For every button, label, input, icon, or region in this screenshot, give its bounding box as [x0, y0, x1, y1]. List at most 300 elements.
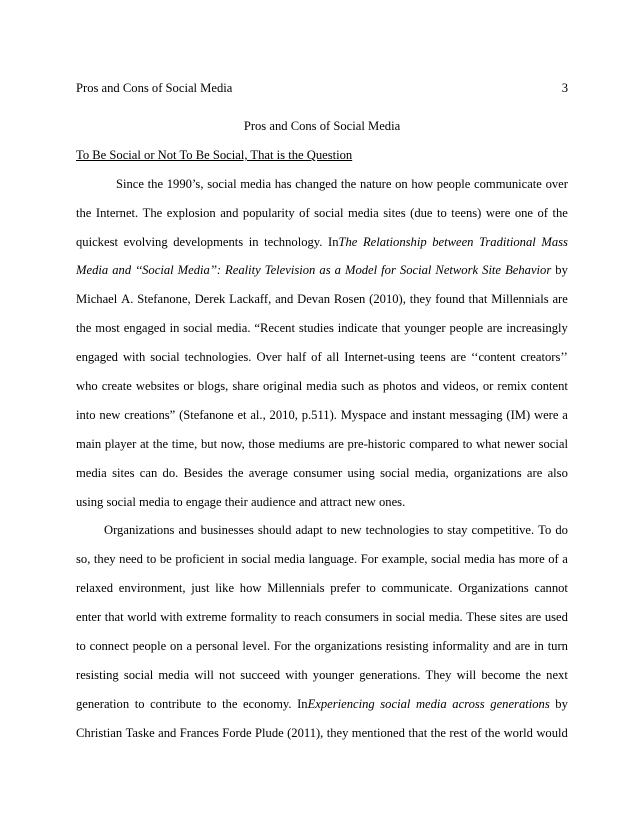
running-head-title: Pros and Cons of Social Media — [76, 81, 233, 95]
body-word: their — [224, 494, 248, 509]
body-word: of — [537, 205, 548, 220]
body-word: blogs, — [197, 379, 229, 394]
body-word: used — [544, 610, 568, 625]
body-word: original — [263, 379, 303, 394]
body-word: Besides — [183, 465, 223, 480]
body-line — [76, 516, 568, 545]
body-word: more — [518, 552, 545, 567]
body-word: increasingly — [506, 321, 568, 336]
body-word: should — [257, 523, 292, 538]
body-word: using — [347, 465, 375, 480]
body-word: and — [220, 205, 239, 220]
body-word: cannot — [534, 581, 568, 596]
body-word: and — [275, 292, 294, 307]
body-word: over — [545, 176, 568, 191]
body-word: The — [142, 205, 163, 220]
body-word: those — [248, 436, 275, 451]
body-word: enter — [76, 610, 102, 625]
body-word: that — [408, 725, 428, 740]
body-word: Social — [399, 263, 432, 278]
body-word: social — [241, 552, 271, 567]
body-word: Christian — [76, 725, 123, 740]
body-word: connect — [89, 639, 129, 654]
body-word: For — [360, 552, 379, 567]
body-word: mentioned — [351, 725, 405, 740]
body-word: social — [106, 494, 136, 509]
body-word: media — [464, 552, 495, 567]
body-word: turn — [547, 639, 568, 654]
body-word: the — [152, 436, 169, 451]
body-word: of — [470, 725, 482, 740]
body-word: are — [552, 292, 568, 307]
body-word: into — [76, 407, 96, 422]
body-word: Over — [256, 350, 282, 365]
body-word: To — [538, 523, 552, 538]
body-line — [76, 545, 568, 574]
body-word: or — [482, 379, 494, 394]
body-word: a — [334, 263, 341, 278]
body-word: most — [95, 321, 120, 336]
body-word: media — [240, 176, 272, 191]
body-line — [76, 170, 568, 199]
body-word: found — [435, 292, 465, 307]
body-word: compared — [409, 436, 459, 451]
body-word: studies — [298, 321, 334, 336]
body-word: Frances — [179, 725, 219, 740]
body-word: creators’’ — [520, 350, 568, 365]
body-line — [76, 199, 568, 228]
body-line — [76, 574, 568, 603]
body-word: economy. — [243, 696, 292, 711]
body-word: also — [547, 465, 568, 480]
body-word: communicate — [474, 176, 542, 191]
document-body — [76, 112, 568, 748]
body-word: using — [76, 494, 104, 509]
body-word: to — [206, 696, 217, 711]
body-word: that — [104, 610, 124, 625]
body-word: instant — [412, 407, 446, 422]
running-head — [76, 80, 568, 96]
body-word: to — [326, 523, 337, 538]
body-word: by — [555, 696, 568, 711]
body-word: new — [99, 407, 121, 422]
body-word: example, — [381, 552, 428, 567]
body-word: share — [232, 379, 259, 394]
body-word: in — [382, 610, 393, 625]
body-word: main — [76, 436, 102, 451]
body-word: average — [248, 465, 288, 480]
page-number: 3 — [561, 81, 568, 95]
body-word: as — [319, 263, 331, 278]
body-word: in — [227, 552, 238, 567]
body-word: as — [368, 379, 379, 394]
body-word: organizations — [314, 639, 382, 654]
body-word: 1990’s, — [166, 176, 204, 191]
body-word: has — [498, 552, 516, 567]
body-word: be — [159, 552, 172, 567]
body-word: popularity — [242, 205, 295, 220]
body-word: Site — [482, 263, 502, 278]
body-word: the — [295, 639, 311, 654]
body-word: rest — [449, 725, 468, 740]
body-word: on — [170, 639, 183, 654]
body-word: to — [366, 581, 376, 596]
body-word: engaged — [123, 321, 166, 336]
body-paragraphs — [76, 170, 568, 748]
body-word: to — [146, 552, 157, 567]
body-word: that — [381, 321, 401, 336]
body-word: Television — [264, 263, 316, 278]
body-word: Forde — [222, 725, 252, 740]
body-word: and — [390, 407, 409, 422]
body-word: audience — [250, 494, 296, 509]
body-word: Devan — [297, 292, 330, 307]
body-word: such — [341, 379, 365, 394]
body-word: Since — [116, 176, 144, 191]
body-word: teens — [419, 350, 446, 365]
body-word: in — [248, 234, 259, 249]
body-word: changed — [295, 176, 338, 191]
body-word: sites — [383, 205, 406, 220]
body-word: generation — [76, 696, 130, 711]
body-word: messaging — [449, 407, 503, 422]
body-word: media. — [428, 610, 463, 625]
body-word: people — [132, 639, 167, 654]
body-line — [76, 228, 568, 257]
body-word: media, — [414, 465, 449, 480]
body-line — [76, 256, 568, 285]
body-word: across — [452, 696, 485, 711]
body-word: with — [285, 667, 308, 682]
body-line — [76, 632, 568, 661]
body-word: are — [525, 610, 542, 625]
body-word: technologies — [365, 523, 430, 538]
document-title: Pros and Cons of Social Media — [243, 119, 401, 133]
body-word: formality — [230, 610, 278, 625]
body-word: ‘‘content — [471, 350, 516, 365]
body-word: resisting — [385, 639, 429, 654]
body-word: pre-historic — [347, 436, 406, 451]
body-word: and — [112, 263, 132, 278]
body-word: younger — [312, 667, 355, 682]
body-word: ones. — [378, 494, 406, 509]
body-word: with — [122, 350, 146, 365]
body-word: on — [395, 176, 408, 191]
body-word: are — [328, 436, 344, 451]
body-word: photos — [382, 379, 417, 394]
body-word: Network — [435, 263, 479, 278]
body-word: InThe — [328, 234, 358, 249]
body-word: Plude — [255, 725, 284, 740]
body-word: media — [306, 379, 338, 394]
body-word: a — [186, 639, 193, 654]
body-word: world — [127, 610, 157, 625]
body-word: Stefanone, — [137, 292, 191, 307]
body-word: time, — [171, 436, 198, 451]
body-word: extreme — [186, 610, 227, 625]
body-word: do. — [162, 465, 179, 480]
body-word: media — [76, 465, 107, 480]
body-word: new — [340, 523, 362, 538]
body-word: relaxed — [76, 581, 114, 596]
body-word: social — [183, 321, 213, 336]
body-word: media — [415, 696, 447, 711]
body-line — [76, 719, 568, 748]
body-word: to — [76, 639, 86, 654]
body-word: new — [354, 494, 376, 509]
body-word: by — [555, 263, 568, 278]
body-word: social — [123, 667, 154, 682]
body-word: p.511). — [301, 407, 337, 422]
body-word: world — [503, 725, 533, 740]
body-word: A. — [121, 292, 134, 307]
body-word: succeed — [240, 667, 281, 682]
body-word: websites — [135, 379, 180, 394]
body-word: level. — [242, 639, 270, 654]
body-word: For — [273, 639, 292, 654]
body-word: indicate — [337, 321, 378, 336]
body-word: not — [219, 667, 236, 682]
body-word: and — [298, 494, 318, 509]
body-word: explosion — [166, 205, 216, 220]
body-word: to — [134, 696, 145, 711]
body-word: resisting — [76, 667, 119, 682]
body-word: like — [215, 581, 235, 596]
body-word: Millennials — [491, 292, 549, 307]
body-word: prefer — [330, 581, 361, 596]
body-word: InExperiencing — [297, 696, 375, 711]
body-word: are — [526, 465, 543, 480]
section-heading: To Be Social or Not To Be Social, That is the Question — [76, 147, 353, 162]
body-word: they — [93, 552, 116, 567]
body-word: social — [207, 176, 237, 191]
body-word: social — [431, 552, 461, 567]
body-word: Relationship — [362, 234, 427, 249]
body-line — [76, 314, 568, 343]
body-word: Rosen — [333, 292, 366, 307]
body-word: people — [436, 176, 471, 191]
body-line — [76, 690, 568, 719]
body-word: Model — [344, 263, 378, 278]
body-word: were — [534, 407, 559, 422]
body-line — [76, 285, 568, 314]
body-word: Internet. — [95, 205, 139, 220]
body-line — [76, 488, 568, 517]
body-word: and — [158, 725, 177, 740]
body-word: Traditional — [479, 234, 536, 249]
body-word: competitive. — [471, 523, 535, 538]
body-word: engaged — [76, 350, 118, 365]
body-word: to — [280, 610, 291, 625]
body-line — [76, 372, 568, 401]
body-word: to — [433, 523, 444, 538]
body-word: (due — [410, 205, 433, 220]
body-word: consumers — [324, 610, 379, 625]
body-word: generations — [490, 696, 550, 711]
body-word: are — [487, 321, 503, 336]
body-word: developments — [173, 234, 244, 249]
body-word: become — [481, 667, 521, 682]
body-word: ‘‘Social — [135, 263, 174, 278]
body-word: but — [200, 436, 218, 451]
body-word: need — [119, 552, 143, 567]
body-word: consumer — [293, 465, 343, 480]
body-word: mediums — [278, 436, 325, 451]
body-word: Lackaff, — [229, 292, 272, 307]
body-word: Organizations — [104, 523, 175, 538]
body-word: the — [147, 176, 164, 191]
body-word: the — [76, 321, 92, 336]
body-word: so, — [76, 552, 91, 567]
body-word: generations. — [359, 667, 421, 682]
body-word: Internet-using — [344, 350, 415, 365]
body-word: sites — [499, 610, 523, 625]
body-word: they — [326, 725, 349, 740]
body-word: at — [139, 436, 150, 451]
body-word: Millennials — [267, 581, 325, 596]
body-word: will — [456, 667, 477, 682]
body-word: were — [485, 205, 511, 220]
body-word: and — [420, 379, 439, 394]
body-word: of — [311, 350, 322, 365]
body-word: technology. — [264, 234, 323, 249]
body-word: social — [150, 350, 180, 365]
body-word: between — [432, 234, 474, 249]
body-line — [76, 430, 568, 459]
body-word: the — [340, 176, 357, 191]
body-word: et — [237, 407, 247, 422]
body-word: language. — [308, 552, 358, 567]
body-line — [76, 401, 568, 430]
body-word: (2010), — [369, 292, 406, 307]
body-word: media — [139, 494, 170, 509]
body-word: half — [286, 350, 307, 365]
body-word: (Stefanone — [179, 407, 234, 422]
body-word: to — [462, 436, 473, 451]
body-word: reach — [294, 610, 322, 625]
body-word: social — [538, 436, 568, 451]
body-word: of — [548, 552, 559, 567]
body-word: (2011), — [287, 725, 324, 740]
body-word: engage — [185, 494, 222, 509]
body-word: attract — [320, 494, 352, 509]
body-word: Media’’: — [177, 263, 222, 278]
body-word: media. — [216, 321, 251, 336]
body-word: next — [546, 667, 568, 682]
body-word: one — [514, 205, 533, 220]
body-word: communicate. — [381, 581, 453, 596]
body-word: media — [274, 552, 305, 567]
body-word: in — [169, 321, 180, 336]
body-word: businesses — [200, 523, 254, 538]
body-word: social — [395, 610, 426, 625]
body-line — [76, 603, 568, 632]
body-word: can — [139, 465, 158, 480]
body-word: social — [380, 465, 410, 480]
body-word: who — [76, 379, 98, 394]
body-word: 2010, — [269, 407, 298, 422]
body-word: the — [222, 696, 238, 711]
body-word: would — [536, 725, 568, 740]
body-word: now, — [220, 436, 245, 451]
body-word: has — [274, 176, 292, 191]
body-word: the — [552, 205, 568, 220]
body-word: player — [104, 436, 137, 451]
body-word: Reality — [225, 263, 261, 278]
body-word: environment, — [118, 581, 186, 596]
body-word: Derek — [194, 292, 226, 307]
body-word: just — [191, 581, 210, 596]
body-word: technologies. — [184, 350, 252, 365]
body-word: of — [299, 205, 310, 220]
body-word: how — [411, 176, 434, 191]
body-word: all — [326, 350, 340, 365]
body-word: people — [449, 321, 484, 336]
body-word: nature — [359, 176, 392, 191]
body-word: content — [530, 379, 568, 394]
body-line — [76, 343, 568, 372]
body-word: or — [183, 379, 194, 394]
body-word: organizations — [453, 465, 522, 480]
body-word: personal — [195, 639, 239, 654]
body-word: a — [562, 552, 568, 567]
body-word: (IM) — [506, 407, 531, 422]
body-word: Taske — [125, 725, 155, 740]
body-word: Michael — [76, 292, 118, 307]
body-word: videos, — [442, 379, 479, 394]
body-word: Media — [76, 263, 109, 278]
body-word: teens) — [451, 205, 482, 220]
body-word: they — [409, 292, 432, 307]
body-word: Organizations — [458, 581, 529, 596]
body-word: media — [348, 205, 379, 220]
body-word: create — [101, 379, 132, 394]
body-word: how — [239, 581, 262, 596]
body-word: Behavior — [505, 263, 552, 278]
body-word: younger — [404, 321, 446, 336]
body-word: what — [476, 436, 501, 451]
body-word: social — [314, 205, 344, 220]
body-word: quickest — [76, 234, 118, 249]
body-word: to — [172, 494, 183, 509]
body-word: are — [450, 350, 467, 365]
body-word: that — [468, 292, 488, 307]
body-word: do — [555, 523, 568, 538]
body-word: newer — [504, 436, 535, 451]
body-word: al., — [250, 407, 266, 422]
body-word: the — [430, 725, 446, 740]
body-word: media — [158, 667, 190, 682]
body-word: are — [514, 639, 531, 654]
body-word: the — [76, 205, 92, 220]
body-word: remix — [497, 379, 527, 394]
body-word: social — [380, 696, 411, 711]
body-word: in — [534, 639, 544, 654]
body-word: the — [228, 465, 244, 480]
body-word: Mass — [541, 234, 568, 249]
body-word: These — [466, 610, 497, 625]
body-word: adapt — [295, 523, 323, 538]
body-word: Myspace — [340, 407, 387, 422]
body-word: informality — [432, 639, 490, 654]
body-word: contribute — [150, 696, 202, 711]
body-word: creations” — [124, 407, 176, 422]
body-word: the — [525, 667, 542, 682]
body-word: will — [194, 667, 214, 682]
body-word: sites — [112, 465, 135, 480]
body-word: stay — [447, 523, 468, 538]
body-word: evolving — [123, 234, 168, 249]
